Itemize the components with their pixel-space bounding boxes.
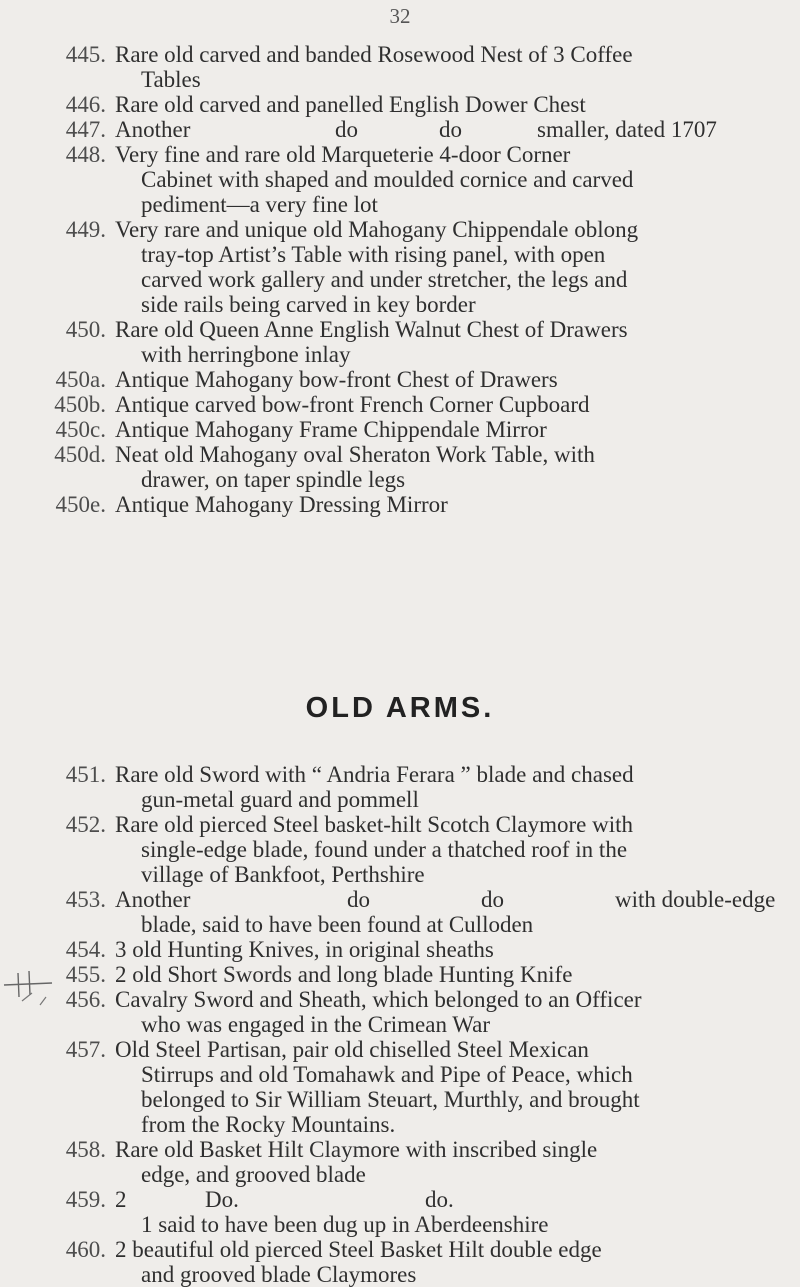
- lot-part: 2: [115, 1187, 127, 1212]
- lot-447: [44, 117, 784, 142]
- lot-part: do: [335, 117, 358, 142]
- lot-number: 450e.: [55, 492, 106, 517]
- lot-line: 1 said to have been dug up in Aberdeenshire: [141, 1212, 549, 1237]
- lot-line: Tables: [141, 67, 201, 92]
- lot-part: Another: [115, 117, 191, 142]
- lot-number: 457.: [65, 1037, 106, 1062]
- lot-number: 450c.: [55, 417, 106, 442]
- lot-line-columns: [115, 117, 784, 142]
- lot-450a: [44, 367, 784, 392]
- lot-line: from the Rocky Mountains.: [141, 1112, 396, 1137]
- lot-450b: [44, 392, 784, 417]
- lot-459: [44, 1187, 784, 1237]
- lot-line: Very fine and rare old Marqueterie 4-door Corner: [115, 142, 571, 167]
- lot-line: single-edge blade, found under a thatched roof in the: [141, 837, 628, 862]
- lot-448: [44, 142, 784, 217]
- lot-452: [44, 812, 784, 887]
- lot-number: 459.: [65, 1187, 106, 1212]
- lot-line: Very rare and unique old Mahogany Chippendale oblong: [115, 217, 639, 242]
- lot-line: belonged to Sir William Steuart, Murthly, and brought: [141, 1087, 640, 1112]
- lot-number: 447.: [65, 117, 106, 142]
- lot-450d: [44, 442, 784, 492]
- lot-445: [44, 42, 784, 92]
- lot-part: Another: [115, 887, 191, 912]
- lot-part: do: [439, 117, 462, 142]
- lot-line: 2 old Short Swords and long blade Hunting Knife: [115, 962, 573, 987]
- lot-line: with herringbone inlay: [141, 342, 351, 367]
- lot-453: [44, 887, 784, 937]
- lot-number: 449.: [65, 217, 106, 242]
- lot-line: pediment—a very fine lot: [141, 192, 378, 217]
- lot-line: carved work gallery and under stretcher, the legs and: [141, 267, 628, 292]
- lot-number: 448.: [65, 142, 106, 167]
- lot-455: [44, 962, 784, 987]
- lot-line: Rare old pierced Steel basket-hilt Scotch Claymore with: [115, 812, 633, 837]
- lot-number: 446.: [65, 92, 106, 117]
- lot-number: 450d.: [54, 442, 106, 467]
- lot-line: 2 beautiful old pierced Steel Basket Hilt double edge: [115, 1237, 602, 1262]
- page-number: 32: [389, 4, 411, 28]
- lot-number: 445.: [65, 42, 106, 67]
- lot-part: do: [481, 887, 504, 912]
- lot-line: side rails being carved in key border: [141, 292, 476, 317]
- lot-part: do: [347, 887, 370, 912]
- lot-number: 456.: [65, 987, 106, 1012]
- lot-449: [44, 217, 784, 317]
- lot-line: Rare old Queen Anne English Walnut Chest of Drawers: [115, 317, 628, 342]
- lot-line: Old Steel Partisan, pair old chiselled Steel Mexican: [115, 1037, 589, 1062]
- lot-line: gun-metal guard and pommell: [141, 787, 419, 812]
- lot-457: [44, 1037, 784, 1137]
- lot-460: [44, 1237, 784, 1287]
- lot-456: [44, 987, 784, 1037]
- lot-451: [44, 762, 784, 812]
- lot-line: who was engaged in the Crimean War: [141, 1012, 491, 1037]
- lot-line: Rare old carved and banded Rosewood Nest of 3 Coffee: [115, 42, 633, 67]
- lot-line: Stirrups and old Tomahawk and Pipe of Peace, which: [141, 1062, 633, 1087]
- lot-line: Rare old Basket Hilt Claymore with inscribed single: [115, 1137, 598, 1162]
- lot-line: 3 old Hunting Knives, in original sheaths: [115, 937, 494, 962]
- lot-line-columns: [115, 1187, 784, 1212]
- lot-446: [44, 92, 784, 117]
- lot-line: Antique carved bow-front French Corner Cupboard: [115, 392, 590, 417]
- lot-line: Antique Mahogany Dressing Mirror: [115, 492, 448, 517]
- lot-line: Cavalry Sword and Sheath, which belonged to an Officer: [115, 987, 642, 1012]
- section-heading: OLD ARMS.: [305, 692, 495, 724]
- lot-line: Rare old Sword with “ Andria Ferara ” blade and chased: [115, 762, 634, 787]
- lot-line: blade, said to have been found at Culloden: [141, 912, 534, 937]
- lot-line: tray-top Artist’s Table with rising panel, with open: [141, 242, 606, 267]
- lot-line: Antique Mahogany Frame Chippendale Mirror: [115, 417, 547, 442]
- lot-line: Antique Mahogany bow-front Chest of Drawers: [115, 367, 558, 392]
- lot-line: drawer, on taper spindle legs: [141, 467, 406, 492]
- lot-number: 450a.: [55, 367, 106, 392]
- lot-number: 454.: [65, 937, 106, 962]
- lot-line: and grooved blade Claymores: [141, 1262, 417, 1287]
- lot-450c: [44, 417, 784, 442]
- lot-number: 453.: [65, 887, 106, 912]
- lot-part: smaller, dated 1707: [537, 117, 717, 142]
- lot-line: village of Bankfoot, Perthshire: [141, 862, 425, 887]
- lot-part: Do.: [205, 1187, 239, 1212]
- lot-number: 458.: [65, 1137, 106, 1162]
- lot-454: [44, 937, 784, 962]
- lot-450: [44, 317, 784, 367]
- lot-part: with double-edge: [615, 887, 776, 912]
- lot-number: 450.: [65, 317, 106, 342]
- lot-line: Rare old carved and panelled English Dower Chest: [115, 92, 586, 117]
- lot-number: 450b.: [54, 392, 106, 417]
- lot-part: do.: [425, 1187, 454, 1212]
- lot-450e: [44, 492, 784, 517]
- lot-line: Neat old Mahogany oval Sheraton Work Table, with: [115, 442, 595, 467]
- lot-458: [44, 1137, 784, 1187]
- lot-number: 451.: [65, 762, 106, 787]
- pencil-mark-icon: [2, 963, 54, 1008]
- lot-line: edge, and grooved blade: [141, 1162, 366, 1187]
- lot-number: 452.: [65, 812, 106, 837]
- lot-line: Cabinet with shaped and moulded cornice and carved: [141, 167, 634, 192]
- lot-number: 460.: [65, 1237, 106, 1262]
- lot-line-columns: [115, 887, 784, 912]
- lot-number: 455.: [65, 962, 106, 987]
